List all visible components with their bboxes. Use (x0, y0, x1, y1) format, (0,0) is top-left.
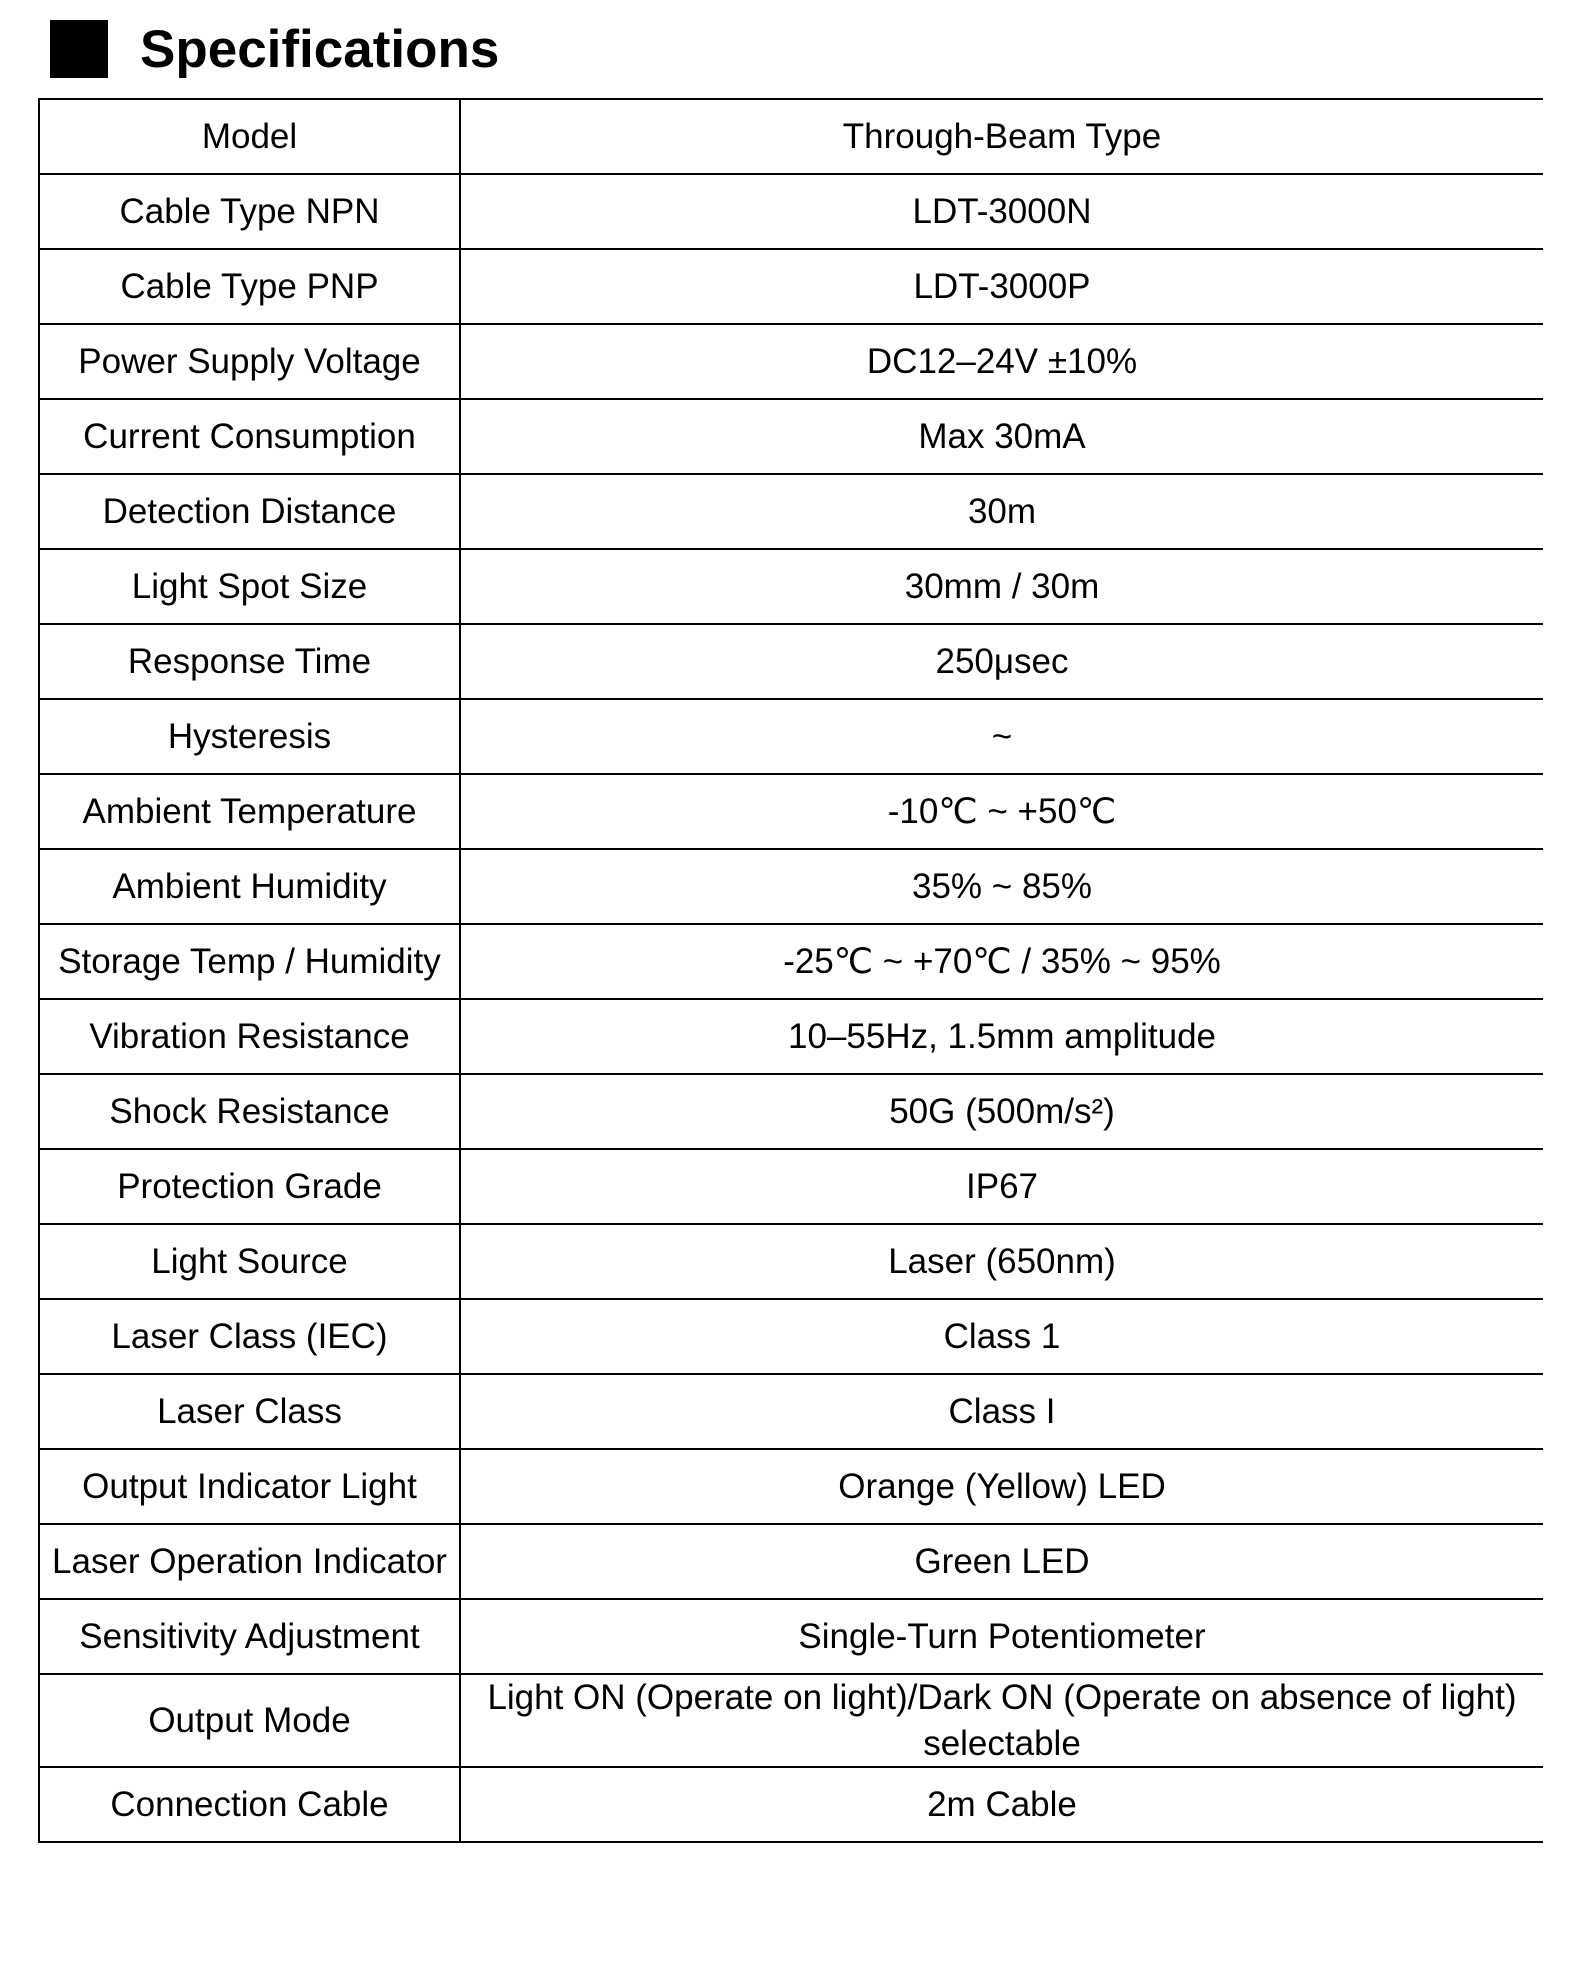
spec-label: Ambient Temperature (39, 774, 460, 849)
spec-label: Laser Class (39, 1374, 460, 1449)
spec-label: Laser Operation Indicator (39, 1524, 460, 1599)
table-row (39, 1074, 1543, 1149)
spec-value: Light ON (Operate on light)/Dark ON (Operate on absence of light) selectable (460, 1674, 1543, 1767)
spec-label: Shock Resistance (39, 1074, 460, 1149)
spec-label: Protection Grade (39, 1149, 460, 1224)
table-row (39, 624, 1543, 699)
spec-value: Orange (Yellow) LED (460, 1449, 1543, 1524)
table-row (39, 699, 1543, 774)
table-row (39, 324, 1543, 399)
spec-value: Class I (460, 1374, 1543, 1449)
table-row (39, 1299, 1543, 1374)
spec-value: 30mm / 30m (460, 549, 1543, 624)
table-row (39, 1524, 1543, 1599)
spec-label: Hysteresis (39, 699, 460, 774)
page-title: Specifications (140, 19, 500, 79)
table-row (39, 1449, 1543, 1524)
table-row (39, 774, 1543, 849)
table-row (39, 1149, 1543, 1224)
spec-value: Single-Turn Potentiometer (460, 1599, 1543, 1674)
table-row (39, 1767, 1543, 1842)
table-row (39, 1599, 1543, 1674)
spec-value: Class 1 (460, 1299, 1543, 1374)
table-row (39, 1674, 1543, 1767)
spec-value: 50G (500m/s²) (460, 1074, 1543, 1149)
spec-value: 35% ~ 85% (460, 849, 1543, 924)
spec-label: Vibration Resistance (39, 999, 460, 1074)
spec-label: Sensitivity Adjustment (39, 1599, 460, 1674)
spec-label: Response Time (39, 624, 460, 699)
spec-label: Storage Temp / Humidity (39, 924, 460, 999)
spec-value: Green LED (460, 1524, 1543, 1599)
table-row (39, 1224, 1543, 1299)
spec-value: 250μsec (460, 624, 1543, 699)
spec-value: -25℃ ~ +70℃ / 35% ~ 95% (460, 924, 1543, 999)
table-row (39, 1374, 1543, 1449)
spec-value: Max 30mA (460, 399, 1543, 474)
spec-label: Cable Type NPN (39, 174, 460, 249)
spec-value: IP67 (460, 1149, 1543, 1224)
spec-value: 10–55Hz, 1.5mm amplitude (460, 999, 1543, 1074)
spec-label: Power Supply Voltage (39, 324, 460, 399)
spec-label: Cable Type PNP (39, 249, 460, 324)
spec-label: Ambient Humidity (39, 849, 460, 924)
spec-value: -10℃ ~ +50℃ (460, 774, 1543, 849)
table-row (39, 549, 1543, 624)
spec-label: Current Consumption (39, 399, 460, 474)
spec-label: Connection Cable (39, 1767, 460, 1842)
table-row (39, 174, 1543, 249)
spec-value: DC12–24V ±10% (460, 324, 1543, 399)
spec-label: Output Indicator Light (39, 1449, 460, 1524)
spec-value: Laser (650nm) (460, 1224, 1543, 1299)
spec-value: 30m (460, 474, 1543, 549)
table-row (39, 474, 1543, 549)
table-row (39, 99, 1543, 174)
table-row (39, 999, 1543, 1074)
table-row (39, 849, 1543, 924)
table-row (39, 924, 1543, 999)
spec-value: ~ (460, 699, 1543, 774)
spec-value: LDT-3000P (460, 249, 1543, 324)
table-row (39, 399, 1543, 474)
spec-label: Laser Class (IEC) (39, 1299, 460, 1374)
section-header (50, 18, 499, 80)
table-row (39, 249, 1543, 324)
specifications-table (38, 98, 1543, 1843)
square-bullet-icon (50, 20, 108, 78)
spec-label: Light Spot Size (39, 549, 460, 624)
spec-label: Detection Distance (39, 474, 460, 549)
spec-label: Output Mode (39, 1674, 460, 1767)
spec-value: LDT-3000N (460, 174, 1543, 249)
spec-value: 2m Cable (460, 1767, 1543, 1842)
spec-label: Light Source (39, 1224, 460, 1299)
spec-value: Through-Beam Type (460, 99, 1543, 174)
spec-label: Model (39, 99, 460, 174)
